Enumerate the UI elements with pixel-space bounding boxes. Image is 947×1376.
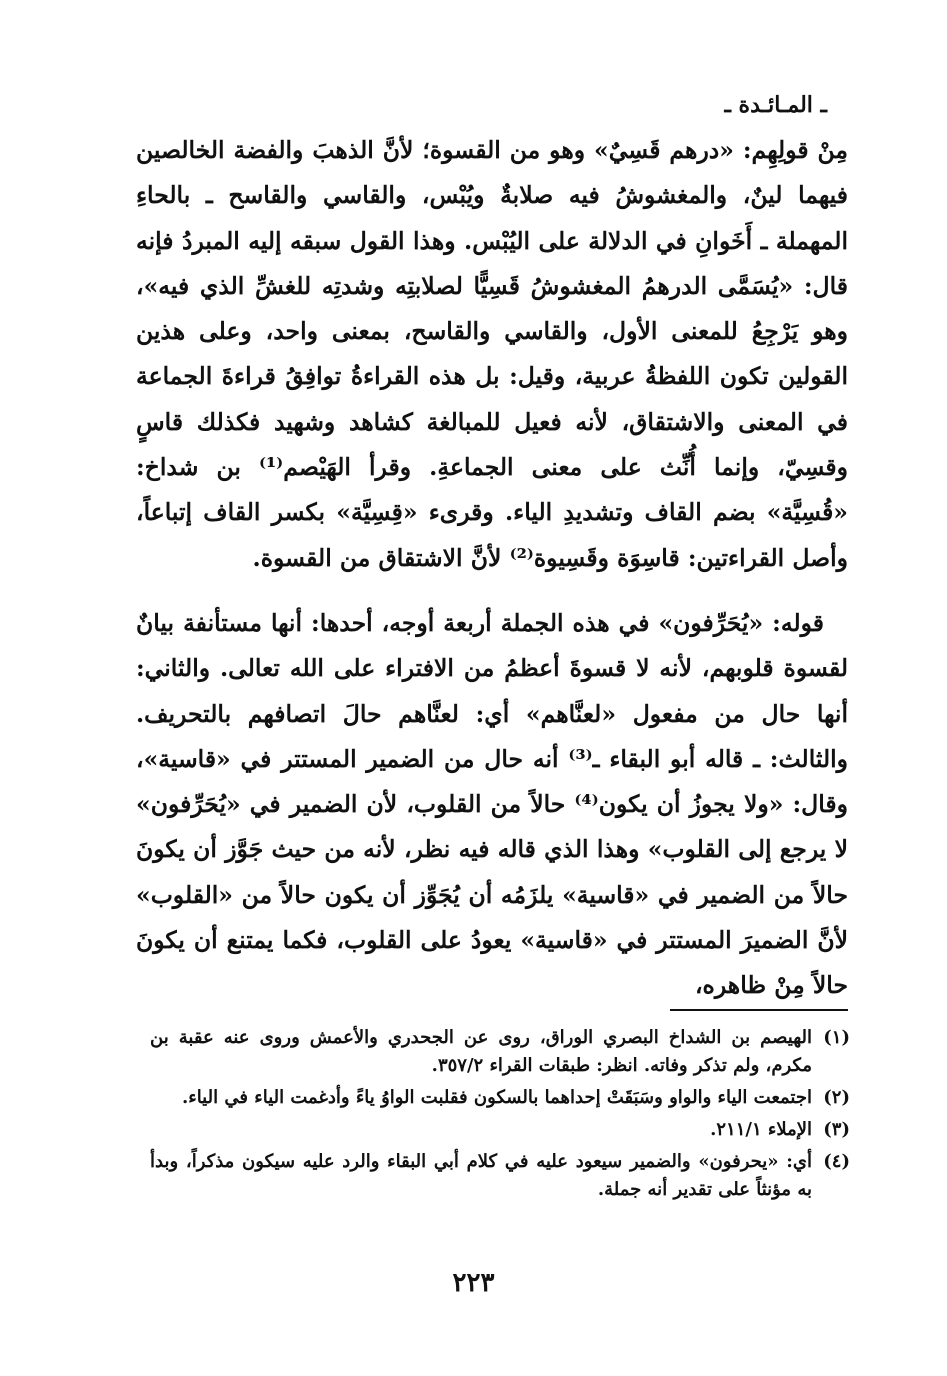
footnote-text: الإملاء ٢١١/١. — [710, 1119, 812, 1140]
footnote-item — [150, 1024, 850, 1080]
paragraph: مِنْ قولِهِم: «درهم قَسِيٌ» وهو من القسوة؛ لأنَّ الذهبَ والفضة الخالصين فيهما لينٌ، والمغشوشُ فيه صلابةٌ ويُبْس، والقاسي والقاسح ـ بالحاءِ المهملة ـ أَخَوانِ في الدلالة على اليُبْس. وهذا القول سبقه إليه المبردُ فإنه قال: «يُسَمَّى الدرهمُ المغشوشُ قَسِيًّا لصلابتِه وشدتِه للغشِّ الذي فيه»، وهو يَرْجِعُ للمعنى الأول، والقاسي والقاسح، بمعنى واحد، وعلى هذين القولين تكون اللفظةُ عربية، وقيل: بل هذه القراءةُ توافِقُ قراءةَ الجماعة في المعنى والاشتقاق، لأنه فعيل للمبالغة كشاهد وشهيد فكذلك قاسٍ وقسِيّ، وإنما أُنِّث على معنى الجماعةِ. وقرأ الهَيْصم⁽¹⁾ بن شداخ: «قُسِيَّة» بضم القاف وتشديدِ الياء. وقرىء «قِسِيَّة» بكسر القاف إتباعاً، وأصل القراءتين: قاسِوَة وقَسِيوة⁽²⁾ لأنَّ الاشتقاق من القسوة. — [136, 136, 848, 572]
footnote-number: (٤) — [823, 1151, 850, 1172]
footnote-text: الهيصم بن الشداخ البصري الوراق، روى عن الجحدري والأعمش وروى عنه عقبة بن مكرم، ولم تذكر وفاته. انظر: طبقات القراء ٣٥٧/٢. — [150, 1027, 812, 1076]
footnote-number: (٣) — [823, 1119, 850, 1140]
footnote-number: (١) — [823, 1027, 850, 1048]
running-header: ـ المـائـدة ـ — [724, 92, 827, 118]
footnote-text: اجتمعت الياء والواو وسَبَقَتْ إحداهما بالسكون فقلبت الواوُ ياءً وأدغمت الياء في الياء. — [181, 1087, 812, 1108]
footnotes-list — [150, 1024, 850, 1208]
paragraph: قوله: «يُحَرِّفون» في هذه الجملة أربعة أوجه، أحدها: أنها مستأنفة بيانٌ لقسوة قلوبهم، لأنه لا قسوةَ أعظمُ من الافتراء على الله تعالى. والثاني: أنها حال من مفعول «لعنَّاهم» أي: لعنَّاهم حالَ اتصافهم بالتحريف. والثالث: ـ قاله أبو البقاء ـ⁽³⁾ أنه حال من الضمير المستتر في «قاسية»، وقال: «ولا يجوزُ أن يكون⁽⁴⁾ حالاً من القلوب، لأن الضمير في «يُحَرِّفون» لا يرجع إلى القلوب» وهذا الذي قاله فيه نظر، لأنه من حيث جَوَّز أن يكونَ حالاً من الضمير في «قاسية» يلزَمُه أن يُجَوِّز أن يكون حالاً من «القلوب» لأنَّ الضميرَ المستتر في «قاسية» يعودُ على القلوب، فكما يمتنع أن يكونَ حالاً مِنْ ظاهره، — [136, 608, 848, 1000]
footnote-item — [150, 1116, 850, 1144]
footnote-separator — [670, 1009, 848, 1011]
footnote-text: أي: «يحرفون» والضمير سيعود عليه في كلام أبي البقاء والرد عليه سيكون مذكراً، وبدأ به مؤنثاً على تقدير أنه جملة. — [150, 1151, 812, 1200]
footnote-item — [150, 1148, 850, 1204]
footnote-number: (٢) — [823, 1087, 850, 1108]
main-text — [136, 128, 848, 1009]
page-number: ٢٢٣ — [452, 1268, 495, 1298]
footnote-item — [150, 1084, 850, 1112]
